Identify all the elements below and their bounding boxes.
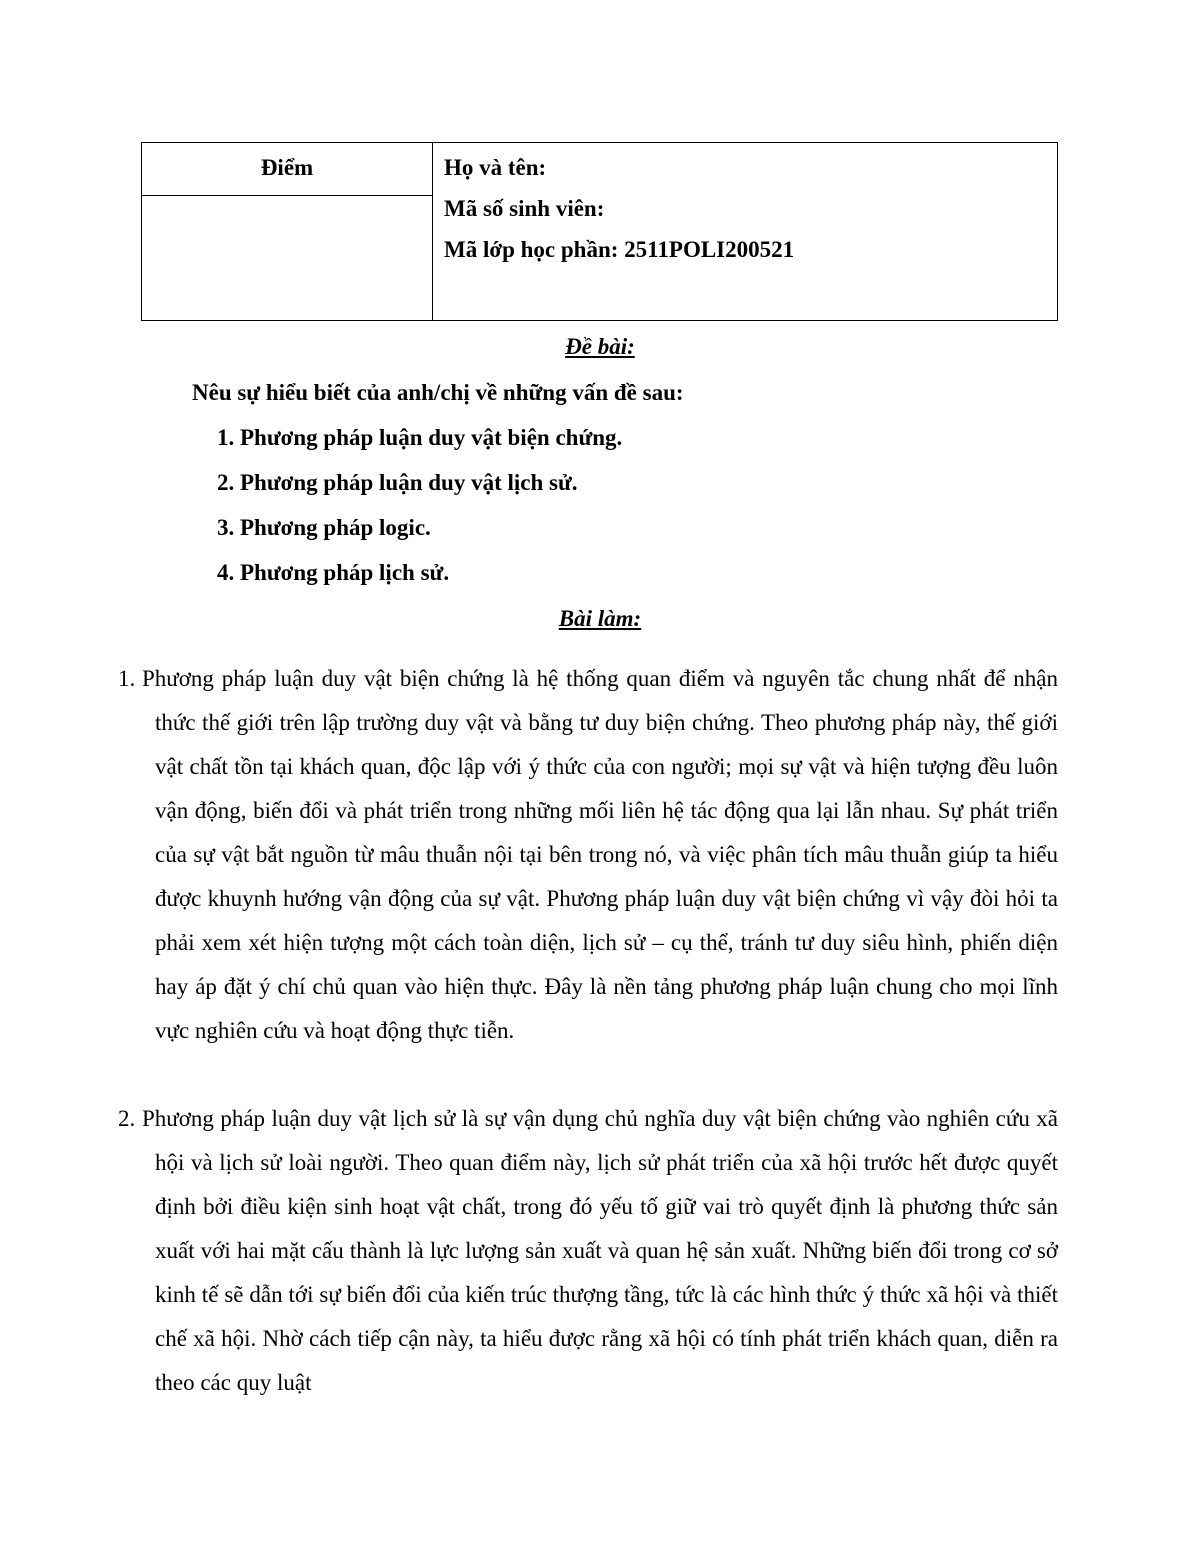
name-label: Họ và tên: xyxy=(444,155,547,180)
class-code-label: Mã lớp học phần: 2511POLI200521 xyxy=(444,237,795,262)
table-divider-vertical xyxy=(432,143,433,320)
student-info-table xyxy=(141,142,1058,321)
answer-number: 1. xyxy=(118,666,136,691)
answer-heading: Bài làm: xyxy=(558,606,642,631)
question-item: 4. Phương pháp lịch sử. xyxy=(217,560,450,585)
answer-paragraph xyxy=(118,1097,1058,1405)
question-item: 1. Phương pháp luận duy vật biện chứng. xyxy=(217,425,623,450)
score-label: Điểm xyxy=(260,155,314,180)
assignment-heading: Đề bài: xyxy=(565,334,635,359)
answer-text: Phương pháp luận duy vật biện chứng là hệ thống quan điểm và nguyên tắc chung nhất để nhận thức thế giới trên lập trường duy vật và bằng tư duy biện chứng. Theo phương pháp này, thế giới vật chất tồn tại khách quan, độc lập với ý thức của con người; mọi sự vật và hiện tượng đều luôn vận động, biến đổi và phát triển trong những mối liên hệ tác động qua lại lẫn nhau. Sự phát triển của sự vật bắt nguồn từ mâu thuẫn nội tại bên trong nó, và việc phân tích mâu thuẫn giúp ta hiểu được khuynh hướng vận động của sự vật. Phương pháp luận duy vật biện chứng vì vậy đòi hỏi ta phải xem xét hiện tượng một cách toàn diện, lịch sử – cụ thể, tránh tư duy siêu hình, phiến diện hay áp đặt ý chí chủ quan vào hiện thực. Đây là nền tảng phương pháp luận chung cho mọi lĩnh vực nghiên cứu và hoạt động thực tiễn. xyxy=(142,666,1058,1043)
table-divider-horizontal xyxy=(142,195,432,196)
answer-paragraph xyxy=(118,657,1058,1053)
question-item: 3. Phương pháp logic. xyxy=(217,515,431,540)
answer-text: Phương pháp luận duy vật lịch sử là sự vận dụng chủ nghĩa duy vật biện chứng vào nghiên cứu xã hội và lịch sử loài người. Theo quan điểm này, lịch sử phát triển của xã hội trước hết được quyết định bởi điều kiện sinh hoạt vật chất, trong đó yếu tố giữ vai trò quyết định là phương thức sản xuất với hai mặt cấu thành là lực lượng sản xuất và quan hệ sản xuất. Những biến đổi trong cơ sở kinh tế sẽ dẫn tới sự biến đổi của kiến trúc thượng tầng, tức là các hình thức ý thức xã hội và thiết chế xã hội. Nhờ cách tiếp cận này, ta hiểu được rằng xã hội có tính phát triển khách quan, diễn ra theo các quy luật xyxy=(142,1106,1058,1395)
student-id-label: Mã số sinh viên: xyxy=(444,196,605,221)
answer-number: 2. xyxy=(118,1106,136,1131)
assignment-intro: Nêu sự hiểu biết của anh/chị về những vấn đề sau: xyxy=(192,380,684,405)
question-item: 2. Phương pháp luận duy vật lịch sử. xyxy=(217,470,578,495)
